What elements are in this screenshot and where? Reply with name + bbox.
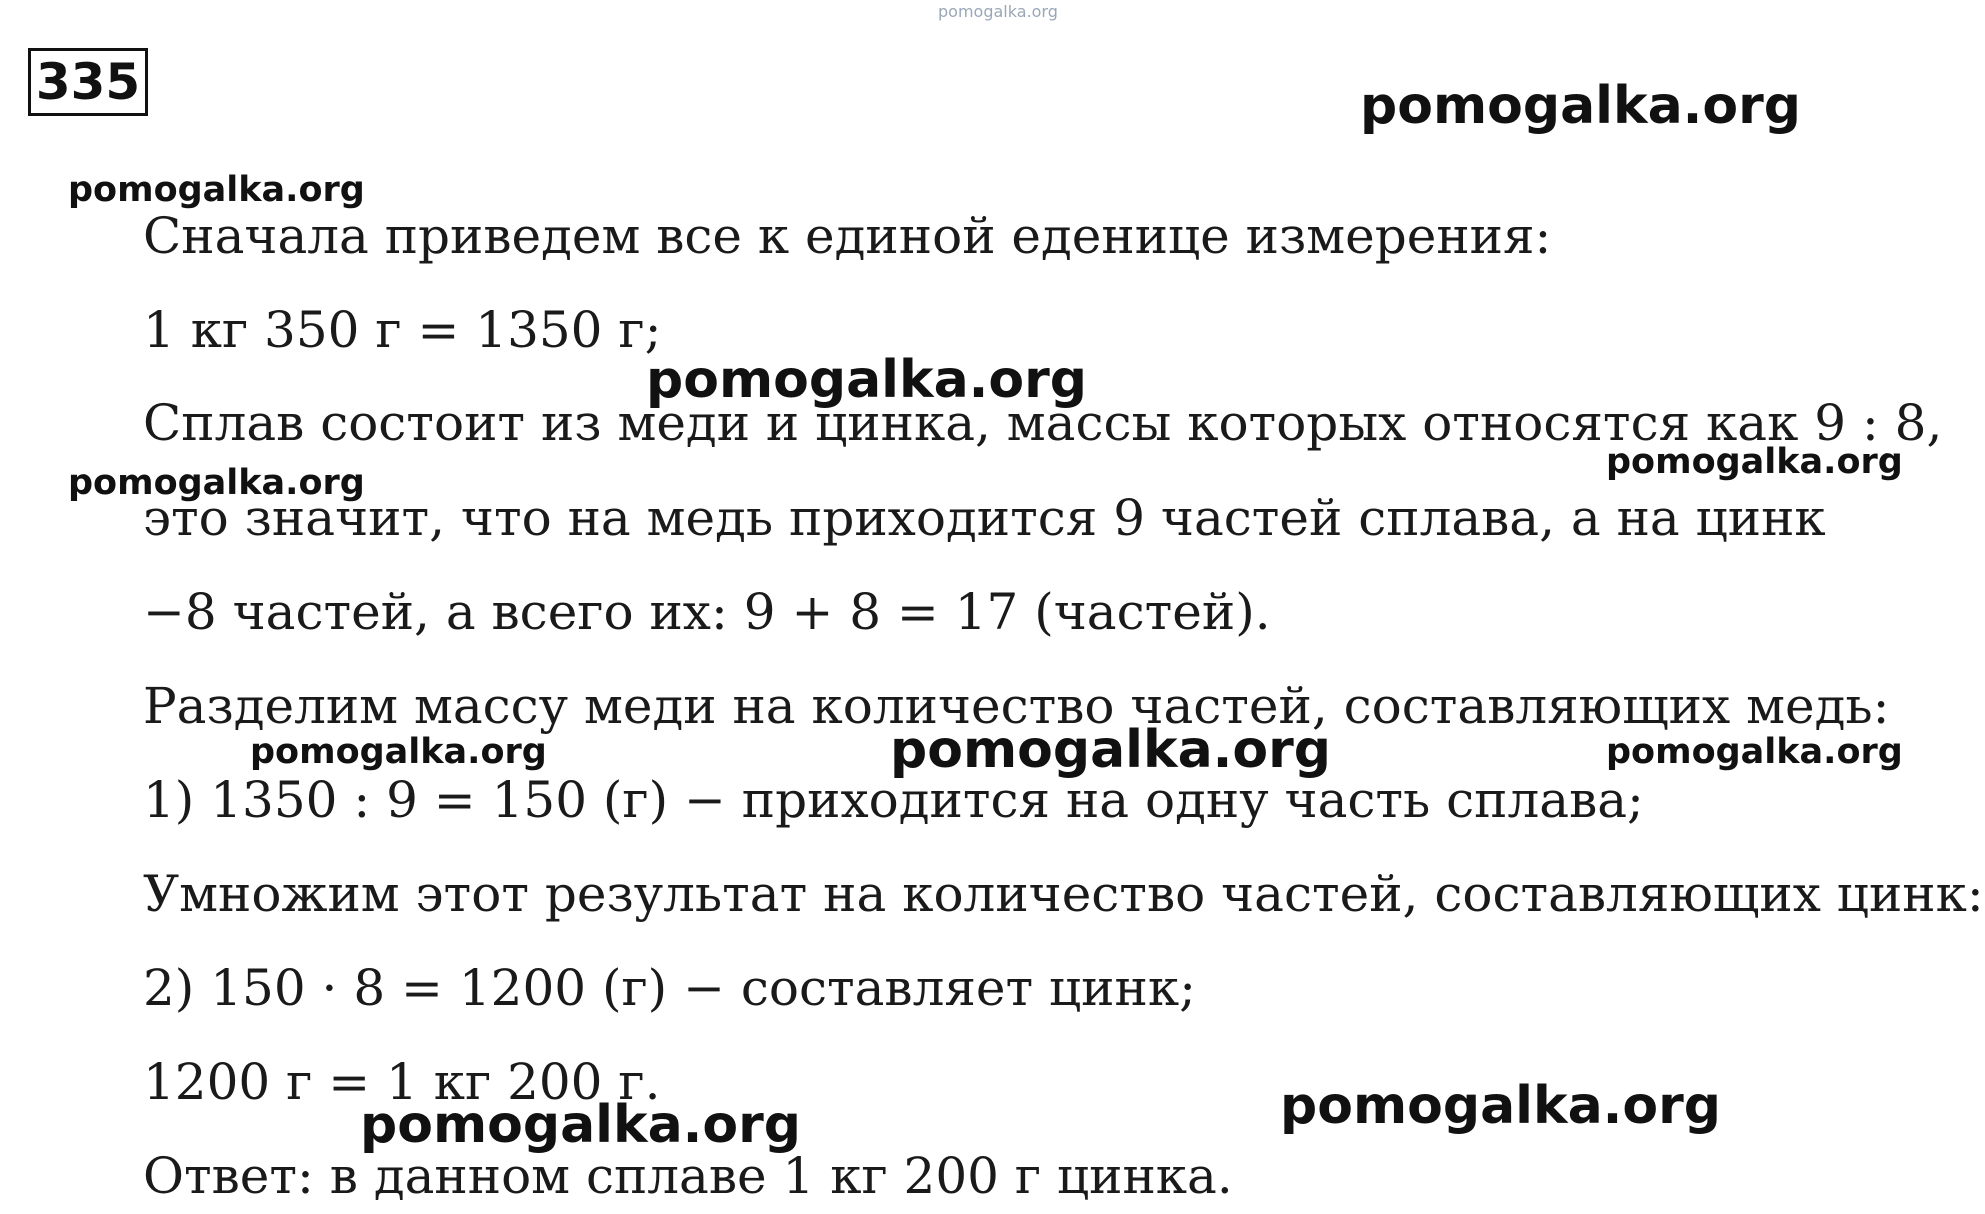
intro-line: Сначала приведем все к единой еденице измерения: <box>143 207 1552 265</box>
multiply-instruction: Умножим этот результат на количество частей, составляющих цинк: <box>143 865 1984 923</box>
watermark-top-tiny: pomogalka.org <box>938 2 1058 21</box>
watermark-top-right: pomogalka.org <box>1360 76 1802 136</box>
parts-line-1: это значит, что на медь приходится 9 частей сплава, а на цинк <box>143 489 1826 547</box>
watermark-right-2: pomogalka.org <box>1606 732 1903 772</box>
watermark-left-3: pomogalka.org <box>250 732 547 772</box>
watermark-left-2: pomogalka.org <box>68 463 365 503</box>
parts-line-2: −8 частей, а всего их: 9 + 8 = 17 (частей). <box>143 583 1271 641</box>
step-1: 1) 1350 : 9 = 150 (г) − приходится на одну часть сплава; <box>143 771 1644 829</box>
problem-number: 335 <box>28 48 148 116</box>
conversion-result: 1200 г = 1 кг 200 г. <box>143 1053 661 1111</box>
answer-line: Ответ: в данном сплаве 1 кг 200 г цинка. <box>143 1147 1233 1205</box>
conversion-line: 1 кг 350 г = 1350 г; <box>143 301 662 359</box>
ratio-line: Сплав состоит из меди и цинка, массы которых относятся как 9 : 8, <box>143 394 1943 452</box>
watermark-center-2: pomogalka.org <box>890 720 1332 780</box>
divide-instruction: Разделим массу меди на количество частей, составляющих медь: <box>143 677 1890 735</box>
watermark-bottom-left: pomogalka.org <box>360 1095 802 1155</box>
watermark-center-1: pomogalka.org <box>646 350 1088 410</box>
watermark-left-1: pomogalka.org <box>68 170 365 210</box>
watermark-right-1: pomogalka.org <box>1606 442 1903 482</box>
step-2: 2) 150 · 8 = 1200 (г) − составляет цинк; <box>143 959 1196 1017</box>
watermark-bottom-right: pomogalka.org <box>1280 1076 1722 1136</box>
